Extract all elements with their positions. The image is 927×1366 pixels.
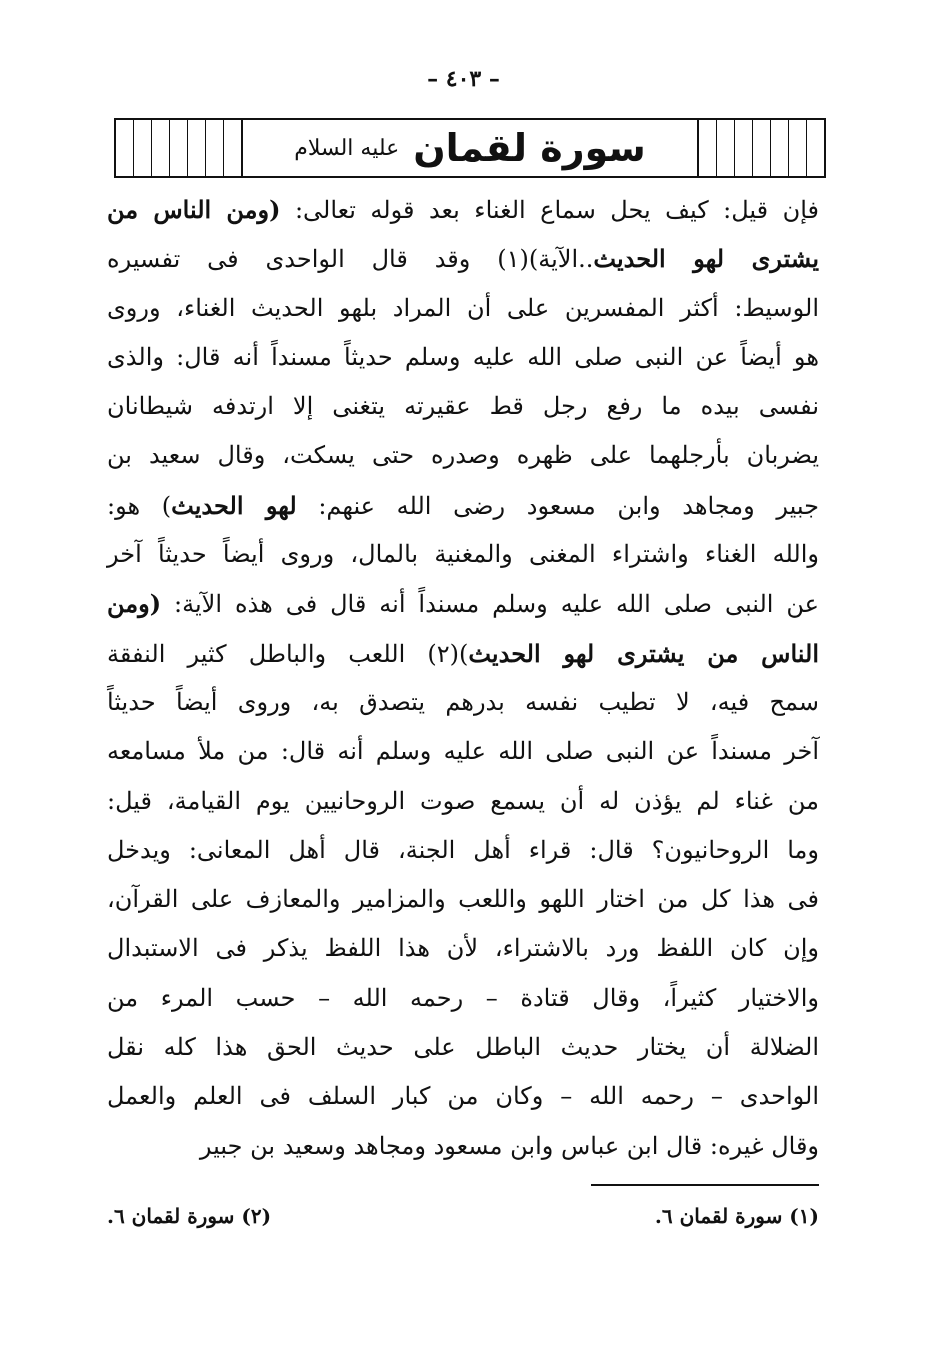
text-segment: ) هو: <box>107 491 172 520</box>
text-line <box>107 629 819 678</box>
footnotes <box>107 1204 819 1228</box>
text-segment: وقال غيره: قال ابن عباس وابن مسعود ومجاهد وسعيد بن جبير <box>199 1131 819 1160</box>
text-segment: عن النبى صلى الله عليه وسلم مسنداً أنه قال فى هذه الآية: <box>161 590 819 619</box>
text-segment: ..الآية)(١) وقد قال الواحدى فى تفسيره <box>107 245 594 274</box>
text-line <box>107 1122 819 1171</box>
quran-quote: يشترى لهو الحديث <box>593 244 819 274</box>
text-line <box>107 382 819 431</box>
text-segment: والله الغناء واشتراء المغنى والمغنية بالمال، وروى أيضاً حديثاً آخر <box>107 540 819 569</box>
text-segment: يضربان بأرجلهما على ظهره وصدره حتى يسكت، وقال سعيد بن <box>107 441 819 470</box>
text-segment: الضلالة أن يختار حديث الباطل على حديث الحق هذا كله نقل <box>107 1033 819 1062</box>
text-segment: وما الروحانيون؟ قال: قراء أهل الجنة، قال أهل المعانى: ويدخل <box>107 835 820 864</box>
text-line <box>107 481 819 530</box>
left-ornament-bars <box>116 120 242 176</box>
text-line <box>107 284 819 333</box>
footnote-separator <box>591 1184 819 1186</box>
text-line <box>107 185 819 234</box>
text-line <box>107 826 819 875</box>
text-segment: وإن كان اللفظ ورد بالاشتراء، لأن هذا اللفظ يذكر فى الاستبدال <box>107 934 819 963</box>
body-text <box>107 185 819 1171</box>
text-line <box>107 924 819 973</box>
text-line <box>107 579 819 628</box>
footnote-1: (١) سورة لقمان ٦. <box>654 1204 819 1228</box>
chapter-title-main: سورة لقمان <box>413 126 646 170</box>
text-segment: سمح فيه، لا تطيب نفسه بدرهم يتصدق به، وروى أيضاً حديثاً <box>107 687 819 716</box>
quran-quote: (ومن <box>107 589 162 619</box>
text-segment: آخر مسنداً عن النبى صلى الله عليه وسلم أنه قال: من ملأ مسامعه <box>107 737 819 766</box>
quran-quote: لهو الحديث <box>171 490 297 520</box>
chapter-title-subtitle: عليه السلام <box>294 135 400 161</box>
text-segment: نفسى بيده ما رفع رجل قط عقيرته يتغنى إلا ارتدفه شيطانان <box>107 392 819 421</box>
text-segment: جبير ومجاهد وابن مسعود رضى الله عنهم: <box>296 491 819 520</box>
text-segment: الوسيط: أكثر المفسرين على أن المراد بلهو الحديث الغناء، وروى <box>107 293 819 322</box>
text-line <box>107 875 819 924</box>
text-segment: فى هذا كل من اختار اللهو واللعب والمزامير والمعازف على القرآن، <box>107 885 820 914</box>
footnote-2: (٢) سورة لقمان ٦. <box>107 1204 272 1228</box>
text-line <box>107 1072 819 1121</box>
chapter-title <box>242 120 698 176</box>
text-segment: الواحدى – رحمه الله – وكان من كبار السلف فى العلم والعمل <box>107 1082 819 1111</box>
quran-quote: (ومن الناس من <box>107 195 281 224</box>
text-line <box>107 234 819 283</box>
text-segment: )(٢) اللعب والباطل كثير النفقة <box>107 639 469 668</box>
right-ornament-bars <box>698 120 824 176</box>
quran-quote: الناس من يشترى لهو الحديث <box>468 638 820 668</box>
text-line <box>107 974 819 1023</box>
text-segment: فإن قيل: كيف يحل سماع الغناء بعد قوله تعالى: <box>280 196 819 224</box>
text-line <box>107 777 819 826</box>
text-line <box>107 530 819 579</box>
text-segment: هو أيضاً عن النبى صلى الله عليه وسلم حديثاً مسنداً أنه قال: والذى <box>107 342 819 371</box>
text-line <box>107 1023 819 1072</box>
text-line <box>107 727 819 776</box>
text-segment: والاختيار كثيراً، وقال قتادة – رحمه الله – حسب المرء من <box>107 983 819 1012</box>
text-line <box>107 431 819 480</box>
text-segment: من غناء لم يؤذن له أن يسمع صوت الروحانيين يوم القيامة، قيل: <box>107 786 819 815</box>
text-line <box>107 678 819 727</box>
page-number: – ٤٠٣ – <box>427 66 500 92</box>
chapter-title-frame <box>114 118 826 178</box>
text-line <box>107 333 819 382</box>
